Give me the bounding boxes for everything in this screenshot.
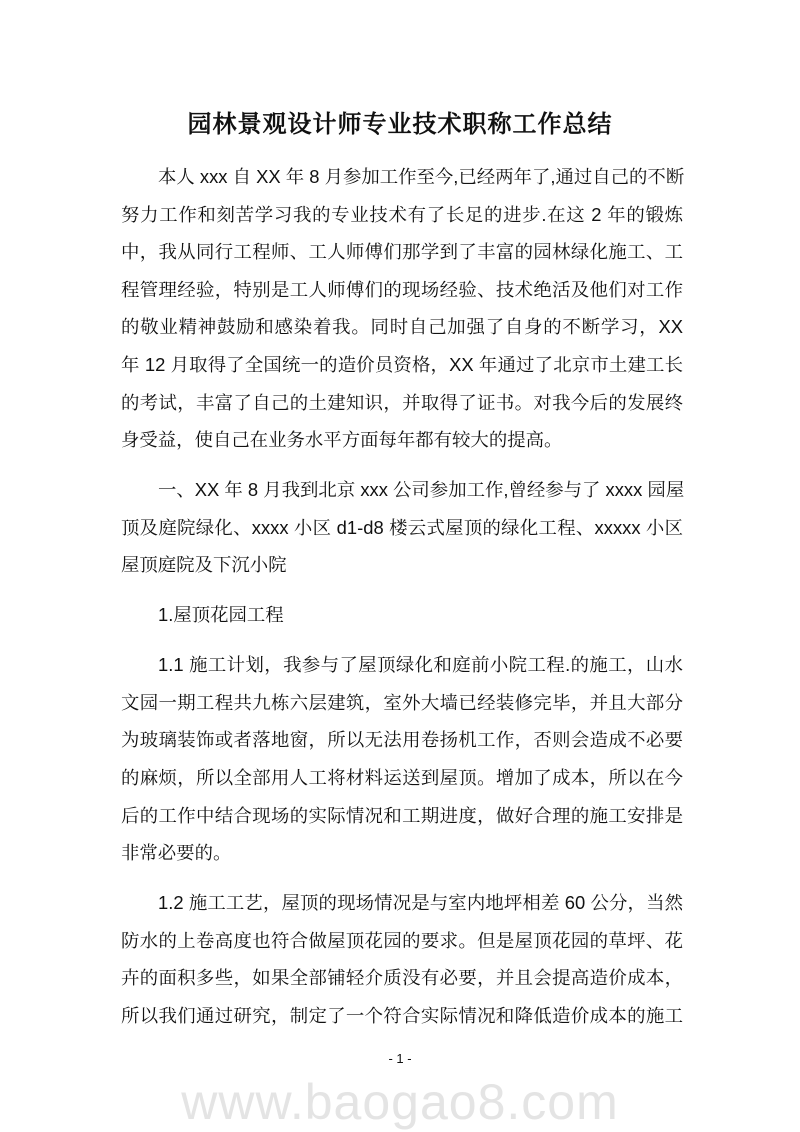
paragraph [121, 596, 683, 634]
text-line: 本人 xxx 自 XX 年 8 月参加工作至今,已经两年了,通过自己的不断 [158, 166, 685, 187]
text-line: 屋顶庭院及下沉小院 [121, 554, 287, 576]
text-line: 所以我们通过研究，制定了一个符合实际情况和降低造价成本的施工 [121, 1005, 683, 1027]
paragraph [121, 471, 683, 584]
text-line: 1.屋顶花园工程 [158, 604, 284, 626]
text-line: 努力工作和刻苦学习我的专业技术有了长足的进步.在这 2 年的锻炼 [121, 203, 683, 225]
text-line: 非常必要的。 [121, 842, 232, 864]
text-line: 文园一期工程共九栋六层建筑，室外大墙已经装修完毕，并且大部分 [121, 691, 683, 713]
paragraph [121, 646, 683, 872]
text-line: 身受益，使自己在业务水平方面每年都有较大的提高。 [121, 429, 563, 451]
text-line: 1.1 施工计划，我参与了屋顶绿化和庭前小院工程.的施工，山水 [158, 654, 683, 676]
text-line: 中，我从同行工程师、工人师傅们那学到了丰富的园林绿化施工、工 [121, 241, 683, 263]
text-line: 卉的面积多些，如果全部铺轻介质没有必要，并且会提高造价成本， [121, 967, 683, 989]
text-line: 的考试，丰富了自己的土建知识，并取得了证书。对我今后的发展终 [121, 391, 683, 413]
text-line: 一、XX 年 8 月我到北京 xxx 公司参加工作,曾经参与了 xxxx 园屋 [158, 479, 685, 501]
text-line: 的敬业精神鼓励和感染着我。同时自己加强了自身的不断学习，XX [121, 316, 683, 338]
text-line: 防水的上卷高度也符合做屋顶花园的要求。但是屋顶花园的草坪、花 [121, 929, 683, 951]
text-line: 年 12 月取得了全国统一的造价员资格，XX 年通过了北京市土建工长 [121, 353, 683, 375]
text-line: 为玻璃装饰或者落地窗，所以无法用卷扬机工作，否则会造成不必要 [121, 729, 683, 751]
page-number: - 1 - [388, 1051, 412, 1066]
text-line: 后的工作中结合现场的实际情况和工期进度，做好合理的施工安排是 [121, 804, 683, 826]
text-line: 的麻烦，所以全部用人工将材料运送到屋顶。增加了成本，所以在今 [121, 767, 683, 789]
document-title: 园林景观设计师专业技术职称工作总结 [187, 111, 613, 138]
paragraph [121, 884, 683, 1034]
document-body [121, 158, 683, 1047]
text-line: 1.2 施工工艺，屋顶的现场情况是与室内地坪相差 60 公分，当然 [158, 892, 683, 914]
watermark: www.baogao8.com [181, 1074, 619, 1130]
text-line: 顶及庭院绿化、xxxx 小区 d1-d8 楼云式屋顶的绿化工程、xxxxx 小区 [121, 516, 683, 538]
text-line: 程管理经验，特别是工人师傅们的现场经验、技术绝活及他们对工作 [121, 278, 683, 300]
paragraph [121, 158, 683, 459]
